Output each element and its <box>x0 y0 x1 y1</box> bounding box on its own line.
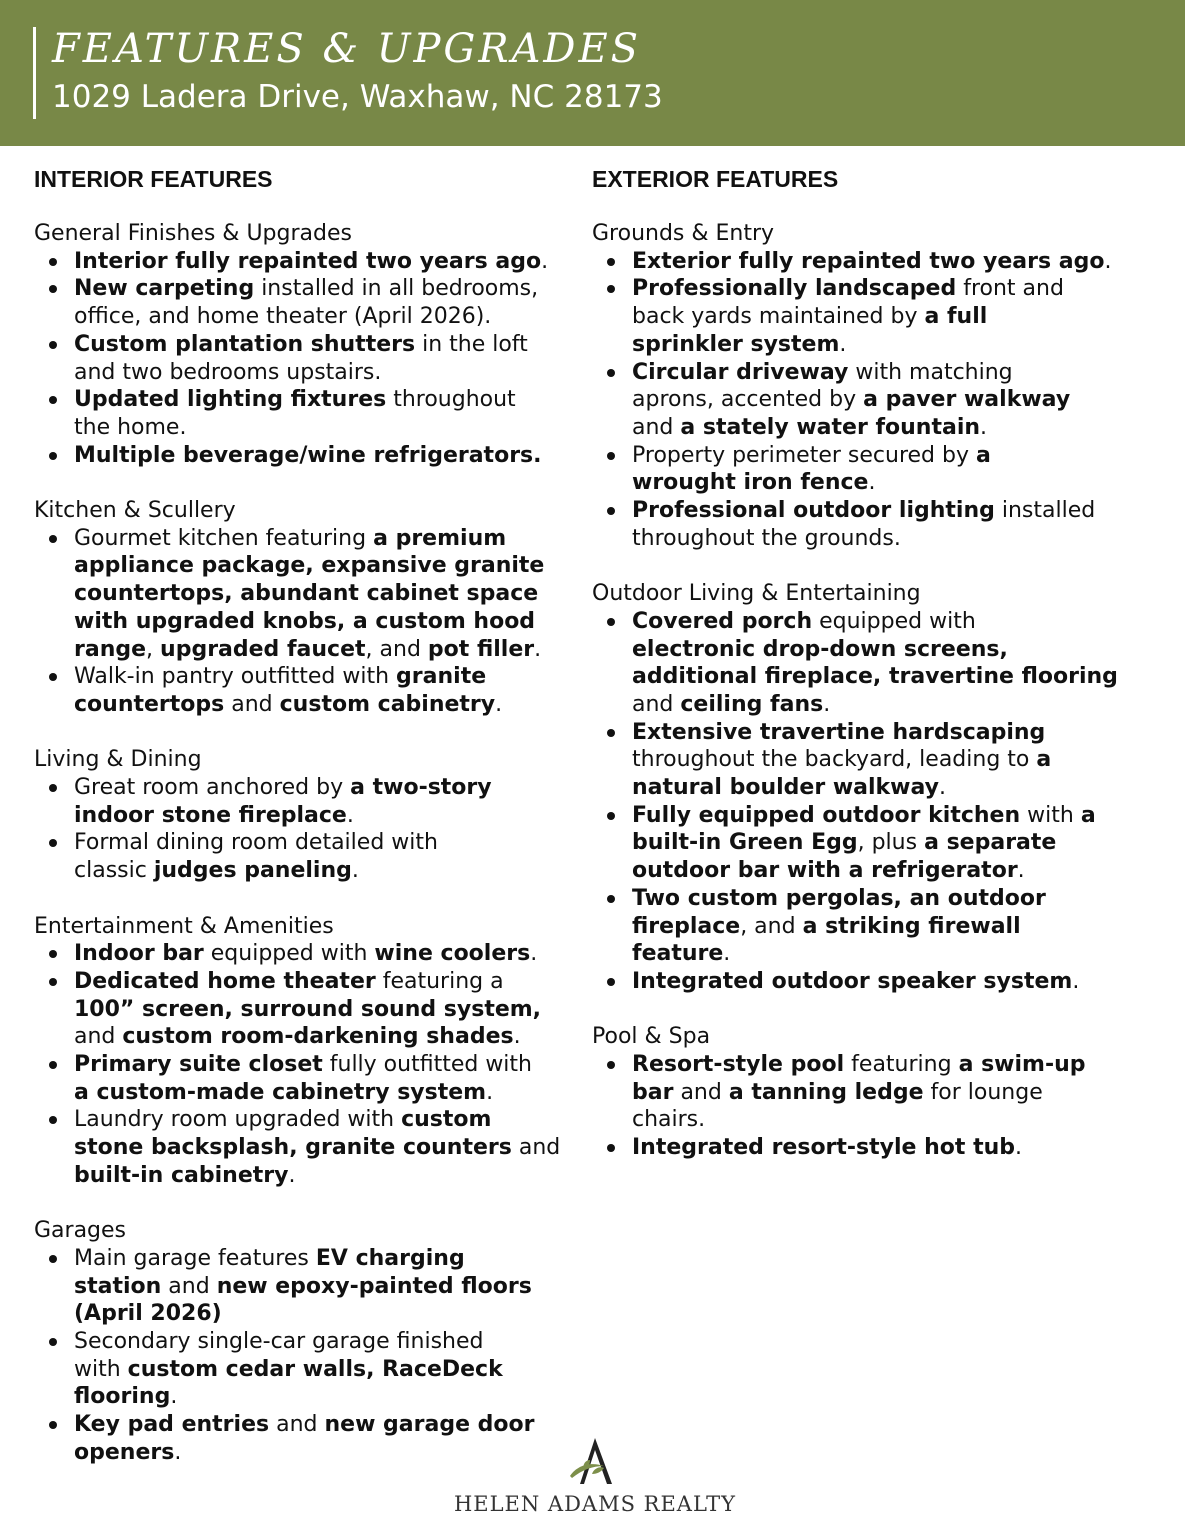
list-item: Secondary single-car garage finished with custom cedar walls, RaceDeck flooring. <box>34 1328 586 1411</box>
section-grounds-entry <box>592 220 1152 552</box>
list-item: Primary suite closet fully outfitted with a custom-made cabinetry system. <box>34 1051 586 1106</box>
list-item: Integrated resort-style hot tub. <box>592 1134 1152 1162</box>
list-item: Fully equipped outdoor kitchen with a built-in Green Egg, plus a separate outdoor bar with a refrigerator. <box>592 802 1152 885</box>
list-item: Indoor bar equipped with wine coolers. <box>34 940 586 968</box>
list-item: Covered porch equipped with electronic drop-down screens, additional fireplace, travertine flooring and ceiling fans. <box>592 608 1152 719</box>
section-title: Garages <box>34 1218 127 1244</box>
section-general-finishes <box>34 220 586 469</box>
page-title: FEATURES & UPGRADES <box>52 26 642 72</box>
list-item: Key pad entries and new garage door openers. <box>34 1411 586 1466</box>
list-item: Property perimeter secured by a wrought iron fence. <box>592 442 1152 497</box>
list-item: Circular driveway with matching aprons, accented by a paver walkway and a stately water fountain. <box>592 359 1152 442</box>
section-garages <box>34 1217 586 1466</box>
list-item: Professionally landscaped front and back yards maintained by a full sprinkler system. <box>592 275 1152 358</box>
interior-features-column <box>34 164 586 1494</box>
list-item: New carpeting installed in all bedrooms, office, and home theater (April 2026). <box>34 275 586 330</box>
list-item: Exterior fully repainted two years ago. <box>592 248 1152 276</box>
list-item: Professional outdoor lighting installed throughout the grounds. <box>592 497 1152 552</box>
list-item: Main garage features EV charging station and new epoxy-painted floors (April 2026) <box>34 1245 586 1328</box>
list-item: Two custom pergolas, an outdoor fireplace, and a striking firewall feature. <box>592 885 1152 968</box>
list-item: Resort-style pool featuring a swim-up bar and a tanning ledge for lounge chairs. <box>592 1051 1152 1134</box>
list-item: Gourmet kitchen featuring a premium appliance package, expansive granite countertops, abundant cabinet space with upgraded knobs, a custom hood range, upgraded faucet, and pot filler. <box>34 525 586 664</box>
exterior-heading: EXTERIOR FEATURES <box>592 166 839 192</box>
list-item: Custom plantation shutters in the loft and two bedrooms upstairs. <box>34 331 586 386</box>
list-item: Great room anchored by a two-story indoor stone fireplace. <box>34 774 586 829</box>
list-item: Laundry room upgraded with custom stone backsplash, granite counters and built-in cabinetry. <box>34 1106 586 1189</box>
brand-name: HELEN ADAMS REALTY <box>453 1492 737 1516</box>
list-item: Updated lighting fixtures throughout the home. <box>34 386 586 441</box>
section-title: General Finishes & Upgrades <box>34 221 352 246</box>
section-title: Grounds & Entry <box>592 221 775 246</box>
list-item: Walk-in pantry outfitted with granite countertops and custom cabinetry. <box>34 663 586 718</box>
section-outdoor-living <box>592 580 1152 996</box>
leaf-a-monogram-icon <box>560 1436 630 1486</box>
interior-heading: INTERIOR FEATURES <box>34 166 273 192</box>
section-title: Kitchen & Scullery <box>34 498 236 524</box>
brand-logo <box>440 1436 750 1526</box>
list-item: Integrated outdoor speaker system. <box>592 968 1152 996</box>
header-divider <box>33 27 36 119</box>
section-living-dining <box>34 746 586 885</box>
section-title: Pool & Spa <box>592 1024 711 1050</box>
section-title: Living & Dining <box>34 747 202 773</box>
list-item: Interior fully repainted two years ago. <box>34 248 586 276</box>
exterior-features-column <box>592 164 1152 1190</box>
header-banner <box>0 0 1185 146</box>
list-item: Multiple beverage/wine refrigerators. <box>34 442 586 470</box>
list-item: Dedicated home theater featuring a 100” screen, surround sound system, and custom room-darkening shades. <box>34 968 586 1051</box>
section-title: Entertainment & Amenities <box>34 913 334 939</box>
section-title: Outdoor Living & Entertaining <box>592 581 921 607</box>
property-address: 1029 Ladera Drive, Waxhaw, NC 28173 <box>52 79 663 115</box>
section-pool-spa <box>592 1023 1152 1162</box>
section-kitchen-scullery <box>34 497 586 719</box>
section-entertainment-amenities <box>34 913 586 1190</box>
list-item: Formal dining room detailed with classic judges paneling. <box>34 829 586 884</box>
list-item: Extensive travertine hardscaping throughout the backyard, leading to a natural boulder walkway. <box>592 719 1152 802</box>
